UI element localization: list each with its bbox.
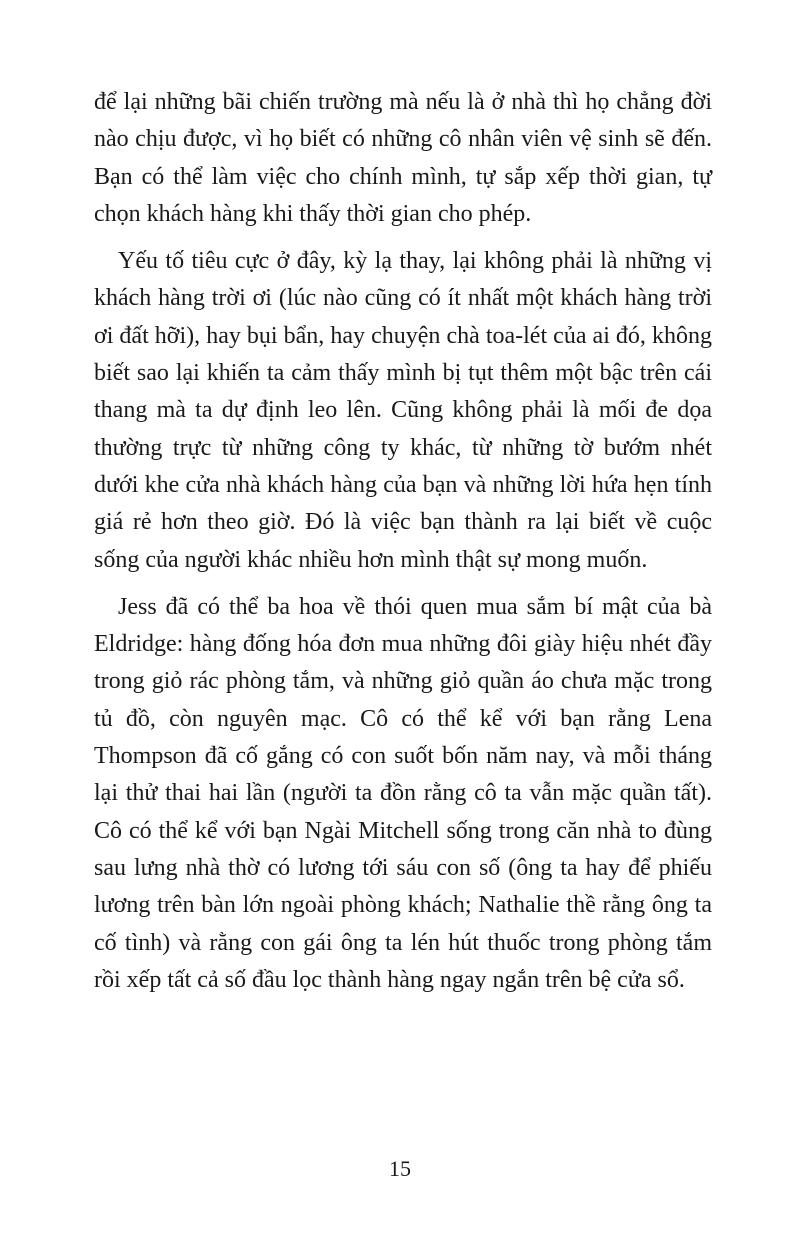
paragraph-1: để lại những bãi chiến trường mà nếu là ở nhà thì họ chẳng đời nào chịu được, vì họ biết có những cô nhân viên vệ sinh sẽ đến. Bạn có thể làm việc cho chính mình, tự sắp xếp thời gian, tự chọn khách hàng khi thấy thời gian cho phép.	[94, 89, 712, 227]
page-number: 15	[389, 1156, 411, 1181]
paragraph-3: Jess đã có thể ba hoa về thói quen mua sắm bí mật của bà Eldridge: hàng đống hóa đơn mua những đôi giày hiệu nhét đầy trong giỏ rác phòng tắm, và những giỏ quần áo chưa mặc trong tủ đồ, còn nguyên mạc. Cô có thể kể với bạn rằng Lena Thompson đã cố gắng có con suốt bốn năm nay, và mỗi tháng lại thử thai hai lần (người ta đồn rằng cô ta vẫn mặc quần tất). Cô có thể kể với bạn Ngài Mitchell sống trong căn nhà to đùng sau lưng nhà thờ có lương tới sáu con số (ông ta hay để phiếu lương trên bàn lớn ngoài phòng khách; Nathalie thề rằng ông ta cố tình) và rằng con gái ông ta lén hút thuốc trong phòng tắm rồi xếp tất cả số đầu lọc thành hàng ngay ngắn trên bệ cửa sổ.	[94, 593, 712, 993]
paragraph-2: Yếu tố tiêu cực ở đây, kỳ lạ thay, lại không phải là những vị khách hàng trời ơi (lúc nào cũng có ít nhất một khách hàng trời ơi đất hỡi), hay bụi bẩn, hay chuyện chà toa-lét của ai đó, không biết sao lại khiến ta cảm thấy mình bị tụt thêm một bậc trên cái thang mà ta dự định leo lên. Cũng không phải là mối đe dọa thường trực từ những công ty khác, từ những tờ bướm nhét dưới khe cửa nhà khách hàng của bạn và những lời hứa hẹn tính giá rẻ hơn theo giờ. Đó là việc bạn thành ra lại biết về cuộc sống của người khác nhiều hơn mình thật sự mong muốn.	[94, 248, 712, 573]
page-body	[94, 84, 712, 1009]
